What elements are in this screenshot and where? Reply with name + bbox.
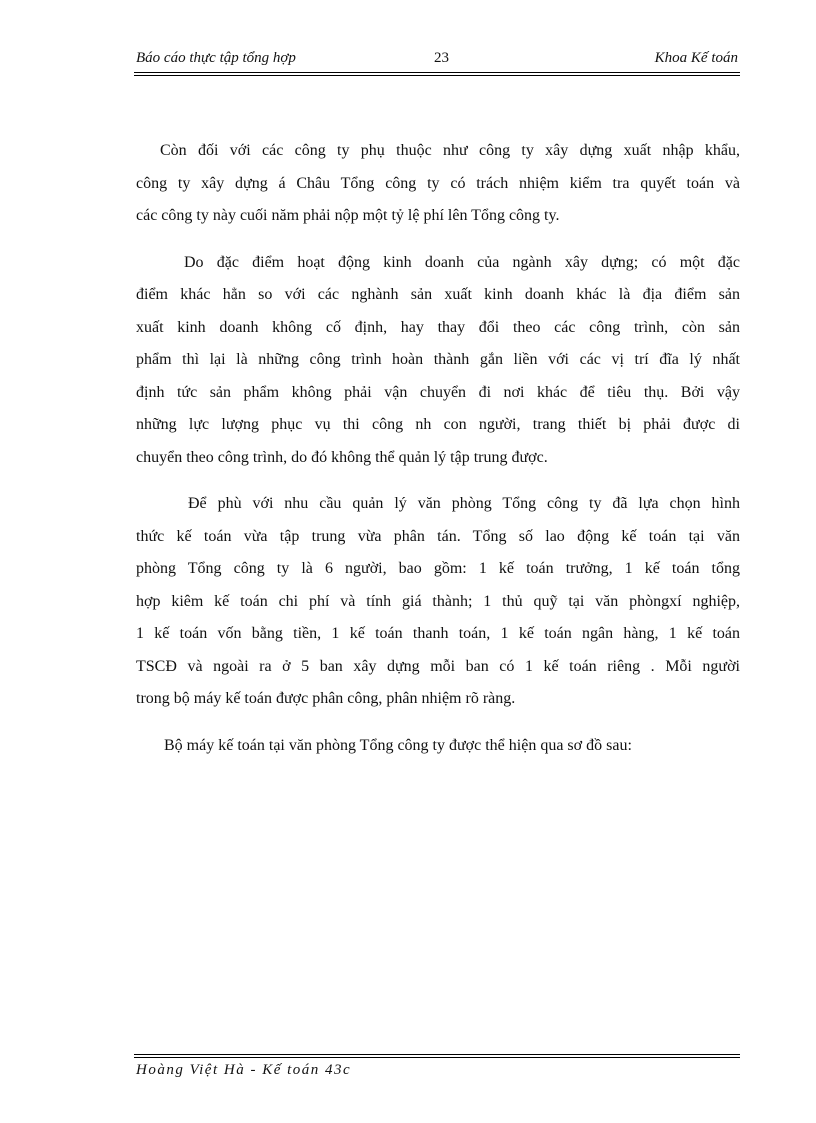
paragraph bbox=[136, 247, 740, 475]
text-line: các công ty này cuối năm phải nộp một tỷ lệ phí lên Tổng công ty. bbox=[136, 207, 560, 224]
document-body bbox=[136, 135, 740, 762]
text-line: Do đặc điểm hoạt động kinh doanh của ngành xây dựng; có một đặc bbox=[184, 253, 740, 271]
text-line: chuyển theo công trình, do đó không thể quản lý tập trung được. bbox=[136, 448, 548, 466]
text-line: thức kế toán vừa tập trung vừa phân tán. Tổng số lao động kế toán tại văn bbox=[136, 527, 740, 545]
text-line: Bộ máy kế toán tại văn phòng Tổng công ty được thể hiện qua sơ đồ sau: bbox=[164, 736, 632, 754]
paragraph bbox=[136, 488, 740, 716]
text-line: hợp kiêm kế toán chi phí và tính giá thành; 1 thủ quỹ tại văn phòngxí nghiệp, bbox=[136, 592, 740, 610]
header-report-title: Báo cáo thực tập tổng hợp bbox=[136, 50, 296, 66]
footer-author: Hoàng Việt Hà - Kế toán 43c bbox=[136, 1062, 352, 1078]
page-number: 23 bbox=[434, 50, 449, 66]
header-department: Khoa Kế toán bbox=[654, 50, 738, 66]
text-line: điểm khác hẳn so với các nghành sản xuất kinh doanh khác là địa điểm sản bbox=[136, 286, 740, 303]
text-line: phòng Tổng công ty là 6 người, bao gồm: 1 kế toán trưởng, 1 kế toán tổng bbox=[136, 560, 740, 577]
paragraph bbox=[136, 135, 740, 233]
header-rule-top bbox=[134, 72, 740, 73]
text-line: Còn đối với các công ty phụ thuộc như công ty xây dựng xuất nhập khẩu, bbox=[160, 142, 740, 159]
text-line: định tức sản phẩm không phải vận chuyển đi nơi khác để tiêu thụ. Bởi vậy bbox=[136, 383, 740, 401]
text-line: Để phù với nhu cầu quản lý văn phòng Tổng công ty đã lựa chọn hình bbox=[188, 495, 740, 512]
text-line: phẩm thì lại là những công trình hoàn thành gắn liền với các vị trí đĩa lý nhất bbox=[136, 351, 740, 368]
text-line: xuất kinh doanh không cố định, hay thay đổi theo các công trình, còn sản bbox=[136, 318, 740, 336]
header-rule-bottom bbox=[134, 75, 740, 76]
paragraph bbox=[136, 730, 740, 763]
text-line: 1 kế toán vốn bằng tiền, 1 kế toán thanh toán, 1 kế toán ngân hàng, 1 kế toán bbox=[136, 625, 740, 642]
page-header bbox=[134, 48, 740, 70]
text-line: những lực lượng phục vụ thi công nh con người, trang thiết bị phải được di bbox=[136, 416, 740, 433]
text-line: trong bộ máy kế toán được phân công, phân nhiệm rõ ràng. bbox=[136, 690, 516, 707]
text-line: TSCĐ và ngoài ra ở 5 ban xây dựng mỗi ban có 1 kế toán riêng . Mỗi người bbox=[136, 657, 740, 675]
footer-rule-top bbox=[134, 1054, 740, 1055]
text-line: công ty xây dựng á Châu Tổng công ty có trách nhiệm kiểm tra quyết toán và bbox=[136, 174, 740, 192]
footer-rule-bottom bbox=[134, 1057, 740, 1058]
